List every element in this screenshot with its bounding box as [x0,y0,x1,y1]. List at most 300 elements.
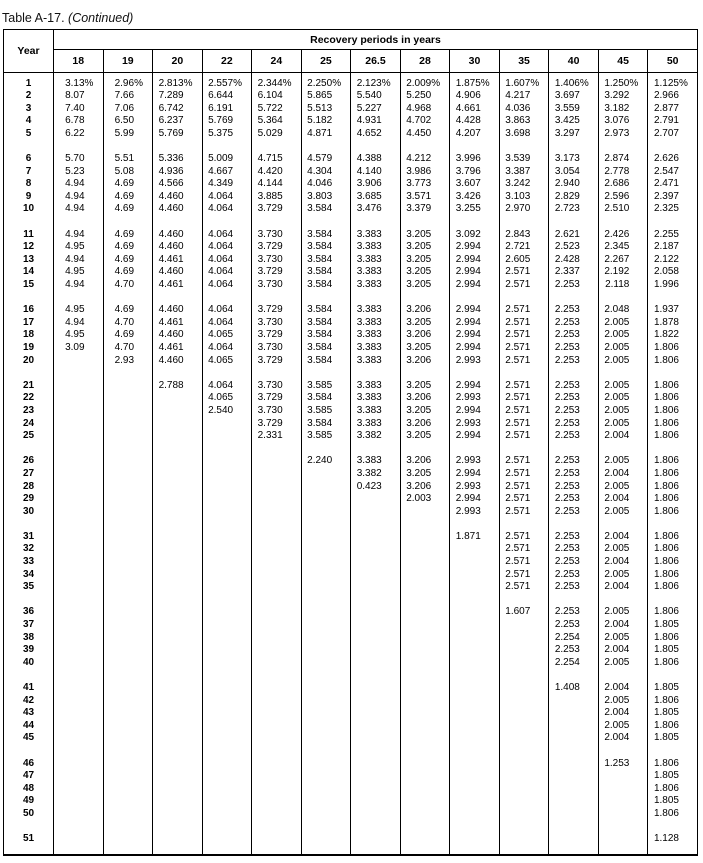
page-title [2,11,133,25]
value-cell: 2.009% [400,78,450,91]
value-cell [301,795,351,808]
table-row-year-18 [4,329,698,342]
value-cell: 4.304 [301,166,351,179]
value-cell: 4.460 [153,241,203,254]
value-cell: 2.510 [598,203,648,216]
value-cell [103,770,153,783]
empty-cell [598,594,648,607]
value-cell: 2.253 [549,405,599,418]
value-cell: 5.769 [202,115,252,128]
empty-cell [301,745,351,758]
value-cell [202,481,252,494]
value-cell [103,682,153,695]
value-cell [54,355,104,368]
value-cell: 5.08 [103,166,153,179]
value-cell: 1.875% [450,78,500,91]
value-cell [351,758,401,771]
value-cell: 3.103 [499,191,549,204]
value-cell: 2.788 [153,380,203,393]
value-cell: 2.877 [648,103,698,116]
value-cell: 1.805 [648,682,698,695]
value-cell [252,531,302,544]
value-cell: 2.253 [549,569,599,582]
value-cell [351,493,401,506]
value-cell: 3.242 [499,178,549,191]
value-cell: 2.994 [450,405,500,418]
value-cell [54,506,104,519]
empty-cell [598,846,648,855]
value-cell: 2.686 [598,178,648,191]
value-cell: 1.806 [648,468,698,481]
empty-cell [4,594,54,607]
value-cell: 2.004 [598,430,648,443]
value-cell [153,468,203,481]
empty-cell [54,821,104,834]
table-row-year-51 [4,833,698,846]
year-cell: 24 [4,418,54,431]
empty-cell [351,821,401,834]
value-cell: 3.205 [400,317,450,330]
value-cell: 2.005 [598,720,648,733]
value-cell: 4.460 [153,266,203,279]
value-cell: 2.571 [499,543,549,556]
empty-cell [54,140,104,153]
value-cell: 4.064 [202,317,252,330]
empty-cell [301,669,351,682]
value-cell: 3.729 [252,392,302,405]
value-cell: 3.383 [351,355,401,368]
value-cell [202,808,252,821]
bottom-spacer-row [4,846,698,855]
value-cell: 7.40 [54,103,104,116]
value-cell: 3.584 [301,229,351,242]
empty-cell [598,216,648,229]
value-cell: 3.559 [549,103,599,116]
value-cell [54,581,104,594]
value-cell: 2.005 [598,569,648,582]
value-cell: 5.865 [301,90,351,103]
year-cell: 17 [4,317,54,330]
value-cell: 3.173 [549,153,599,166]
value-cell: 3.539 [499,153,549,166]
value-cell: 4.936 [153,166,203,179]
value-cell [450,682,500,695]
value-cell [153,543,203,556]
year-cell: 11 [4,229,54,242]
empty-cell [648,846,698,855]
value-cell [252,758,302,771]
value-cell [103,808,153,821]
value-cell: 4.667 [202,166,252,179]
value-cell: 2.596 [598,191,648,204]
value-cell [549,732,599,745]
value-cell [202,783,252,796]
value-cell: 2.005 [598,657,648,670]
value-cell [301,808,351,821]
value-cell: 5.540 [351,90,401,103]
year-cell: 30 [4,506,54,519]
table-row-year-6 [4,153,698,166]
value-cell: 2.253 [549,619,599,632]
value-cell: 2.004 [598,619,648,632]
value-cell: 2.005 [598,392,648,405]
value-cell [499,644,549,657]
value-cell: 2.994 [450,266,500,279]
value-cell [549,795,599,808]
value-cell: 0.423 [351,481,401,494]
value-cell [598,783,648,796]
value-cell: 3.584 [301,203,351,216]
value-cell [153,392,203,405]
value-cell: 4.140 [351,166,401,179]
value-cell [450,783,500,796]
value-cell: 3.730 [252,229,302,242]
value-cell: 3.729 [252,266,302,279]
empty-cell [252,594,302,607]
value-cell: 2.994 [450,380,500,393]
value-cell [103,569,153,582]
value-cell: 2.004 [598,468,648,481]
value-cell: 4.95 [54,266,104,279]
empty-cell [103,216,153,229]
value-cell [103,543,153,556]
value-cell: 3.730 [252,342,302,355]
value-cell: 4.460 [153,191,203,204]
value-cell: 2.004 [598,581,648,594]
empty-cell [450,669,500,682]
value-cell: 2.621 [549,229,599,242]
value-cell [450,606,500,619]
empty-cell [153,669,203,682]
value-cell [252,506,302,519]
value-cell: 2.005 [598,405,648,418]
group-gap-row [4,594,698,607]
year-cell: 50 [4,808,54,821]
value-cell: 3.383 [351,455,401,468]
value-cell [301,506,351,519]
empty-cell [549,292,599,305]
value-cell: 5.227 [351,103,401,116]
value-cell [400,556,450,569]
value-cell: 2.253 [549,468,599,481]
value-cell: 3.585 [301,430,351,443]
value-cell [54,418,104,431]
value-cell [499,833,549,846]
value-cell: 4.064 [202,279,252,292]
value-cell: 3.382 [351,468,401,481]
value-cell: 2.253 [549,543,599,556]
table-row-year-15 [4,279,698,292]
empty-cell [648,745,698,758]
value-cell: 4.064 [202,342,252,355]
empty-cell [450,443,500,456]
value-cell [351,543,401,556]
table-row-year-31 [4,531,698,544]
empty-cell [648,821,698,834]
empty-cell [153,518,203,531]
value-cell [252,783,302,796]
empty-cell [54,669,104,682]
table-row-year-4 [4,115,698,128]
group-gap-row [4,140,698,153]
table-row-year-48 [4,783,698,796]
empty-cell [549,443,599,456]
value-cell: 1.805 [648,795,698,808]
value-cell: 2.571 [499,481,549,494]
value-cell [450,707,500,720]
value-cell: 3.205 [400,266,450,279]
value-cell: 4.94 [54,279,104,292]
empty-cell [351,846,401,855]
empty-cell [103,821,153,834]
value-cell [153,644,203,657]
value-cell [153,418,203,431]
value-cell [103,619,153,632]
value-cell [153,556,203,569]
value-cell: 5.009 [202,153,252,166]
value-cell: 4.906 [450,90,500,103]
value-cell: 4.065 [202,329,252,342]
value-cell: 1.806 [648,430,698,443]
value-cell: 3.803 [301,191,351,204]
value-cell [252,581,302,594]
value-cell: 3.729 [252,203,302,216]
empty-cell [301,594,351,607]
value-cell [400,808,450,821]
empty-cell [54,518,104,531]
value-cell: 2.004 [598,531,648,544]
value-cell: 4.702 [400,115,450,128]
value-cell [252,732,302,745]
empty-cell [351,292,401,305]
value-cell: 1.806 [648,355,698,368]
year-cell: 47 [4,770,54,783]
value-cell: 3.698 [499,128,549,141]
value-cell [499,808,549,821]
empty-cell [103,518,153,531]
value-cell: 3.796 [450,166,500,179]
value-cell: 3.730 [252,279,302,292]
value-cell [153,405,203,418]
value-cell: 3.054 [549,166,599,179]
value-cell [153,606,203,619]
value-cell [351,581,401,594]
value-cell: 2.993 [450,418,500,431]
value-cell: 1.805 [648,619,698,632]
value-cell [400,795,450,808]
value-cell: 2.253 [549,531,599,544]
period-header-26.5: 26.5 [351,50,401,73]
group-gap-row [4,745,698,758]
value-cell: 2.571 [499,581,549,594]
empty-cell [4,669,54,682]
value-cell: 3.383 [351,418,401,431]
value-cell: 2.571 [499,556,549,569]
value-cell: 4.461 [153,254,203,267]
empty-cell [252,518,302,531]
value-cell: 3.730 [252,254,302,267]
value-cell: 2.005 [598,355,648,368]
value-cell [153,531,203,544]
value-cell: 2.571 [499,531,549,544]
table-row-year-16 [4,304,698,317]
value-cell: 1.607 [499,606,549,619]
value-cell [598,833,648,846]
value-cell: 2.571 [499,380,549,393]
value-cell [202,720,252,733]
value-cell: 6.644 [202,90,252,103]
value-cell [54,455,104,468]
value-cell [202,770,252,783]
value-cell [301,632,351,645]
value-cell [202,556,252,569]
value-cell [400,657,450,670]
value-cell: 2.253 [549,279,599,292]
value-cell [202,493,252,506]
value-cell: 2.571 [499,405,549,418]
value-cell: 1.871 [450,531,500,544]
depreciation-table [3,29,698,856]
value-cell [351,783,401,796]
empty-cell [103,140,153,153]
empty-cell [202,216,252,229]
value-cell [153,506,203,519]
empty-cell [549,594,599,607]
value-cell [252,543,302,556]
value-cell: 2.005 [598,317,648,330]
empty-cell [450,745,500,758]
empty-cell [4,821,54,834]
empty-cell [252,216,302,229]
value-cell [54,720,104,733]
empty-cell [4,443,54,456]
value-cell: 4.461 [153,279,203,292]
empty-cell [499,745,549,758]
value-cell: 2.345 [598,241,648,254]
empty-cell [450,518,500,531]
value-cell [301,682,351,695]
value-cell: 2.571 [499,455,549,468]
value-cell [153,430,203,443]
value-cell [103,506,153,519]
value-cell: 1.806 [648,481,698,494]
value-cell [450,808,500,821]
empty-cell [4,367,54,380]
value-cell [301,556,351,569]
value-cell: 3.206 [400,455,450,468]
empty-cell [648,669,698,682]
empty-cell [499,443,549,456]
value-cell [499,707,549,720]
value-cell [499,732,549,745]
year-cell: 40 [4,657,54,670]
year-cell: 36 [4,606,54,619]
period-header-45: 45 [598,50,648,73]
value-cell: 2.123% [351,78,401,91]
value-cell [54,783,104,796]
value-cell: 2.571 [499,493,549,506]
empty-cell [549,846,599,855]
value-cell [252,455,302,468]
value-cell: 4.428 [450,115,500,128]
value-cell: 3.205 [400,468,450,481]
value-cell: 3.205 [400,380,450,393]
value-cell: 2.267 [598,254,648,267]
empty-cell [400,367,450,380]
empty-cell [103,846,153,855]
value-cell: 3.383 [351,279,401,292]
value-cell [54,770,104,783]
empty-cell [252,292,302,305]
value-cell: 4.460 [153,229,203,242]
empty-cell [153,846,203,855]
year-cell: 12 [4,241,54,254]
value-cell: 2.993 [450,455,500,468]
value-cell: 3.730 [252,317,302,330]
value-cell: 4.566 [153,178,203,191]
year-cell: 1 [4,78,54,91]
value-cell [252,619,302,632]
value-cell [202,619,252,632]
value-cell: 1.806 [648,543,698,556]
year-cell: 44 [4,720,54,733]
table-row-year-11 [4,229,698,242]
year-cell: 32 [4,543,54,556]
value-cell: 3.585 [301,380,351,393]
empty-cell [202,367,252,380]
empty-cell [252,669,302,682]
value-cell: 1.806 [648,720,698,733]
value-cell: 4.065 [202,392,252,405]
empty-cell [450,140,500,153]
value-cell [54,481,104,494]
value-cell: 2.253 [549,606,599,619]
value-cell [153,783,203,796]
year-cell: 3 [4,103,54,116]
value-cell [450,581,500,594]
year-cell: 16 [4,304,54,317]
year-cell: 2 [4,90,54,103]
empty-cell [4,846,54,855]
value-cell: 3.205 [400,229,450,242]
value-cell: 4.94 [54,229,104,242]
value-cell: 4.69 [103,266,153,279]
year-cell: 21 [4,380,54,393]
value-cell: 4.036 [499,103,549,116]
value-cell: 3.584 [301,418,351,431]
value-cell [301,569,351,582]
table-row-year-46 [4,758,698,771]
empty-cell [598,443,648,456]
table-row-year-28 [4,481,698,494]
value-cell: 2.253 [549,430,599,443]
value-cell: 4.94 [54,203,104,216]
value-cell [202,606,252,619]
value-cell: 7.06 [103,103,153,116]
value-cell: 2.994 [450,342,500,355]
value-cell [499,632,549,645]
value-cell [351,732,401,745]
value-cell: 2.994 [450,468,500,481]
empty-cell [202,821,252,834]
value-cell: 3.885 [252,191,302,204]
empty-cell [648,140,698,153]
value-cell: 2.96% [103,78,153,91]
empty-cell [202,745,252,758]
table-row-year-7 [4,166,698,179]
value-cell: 1.805 [648,644,698,657]
value-cell: 2.325 [648,203,698,216]
